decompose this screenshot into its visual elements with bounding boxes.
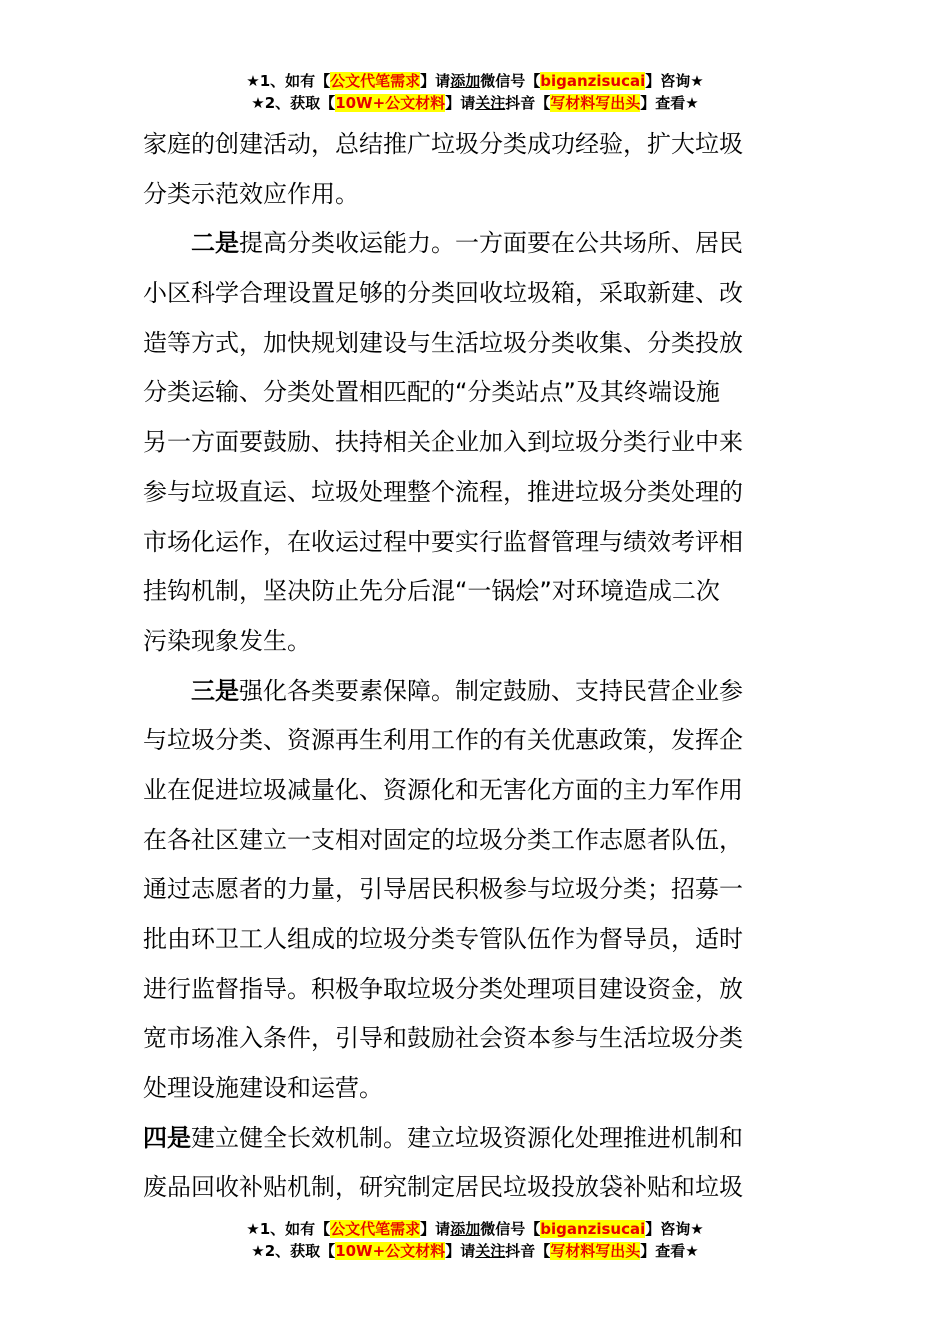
banner-highlight: 公文代笔需求 (330, 1220, 421, 1238)
banner-highlight: 10W+公文材料 (335, 1242, 446, 1260)
body-line: 挂钩机制，坚决防止先分后混“一锅烩”对环境造成二次 (143, 577, 720, 606)
document-body (143, 120, 808, 1213)
body-line: 造等方式，加快规划建设与生活垃圾分类收集、分类投放 (143, 328, 743, 357)
banner-underline: 关注 (475, 94, 506, 112)
paragraph-lead: 四是 (143, 1123, 191, 1152)
banner-highlight: 公文代笔需求 (330, 72, 421, 90)
banner-highlight: 10W+公文材料 (335, 94, 446, 112)
banner-underline: 关注 (475, 1242, 506, 1260)
banner-line-2 (0, 1240, 950, 1262)
body-line: 分类示范效应作用。 (143, 179, 359, 208)
body-line: 业在促进垃圾减量化、资源化和无害化方面的主力军作用 (143, 775, 743, 804)
paragraph-four-start (143, 1114, 808, 1164)
paragraph-two-start (143, 219, 808, 269)
banner-line-2 (0, 92, 950, 114)
body-line: 废品回收补贴机制，研究制定居民垃圾投放袋补贴和垃圾 (143, 1173, 743, 1202)
body-line: 参与垃圾直运、垃圾处理整个流程，推进垃圾分类处理的 (143, 477, 743, 506)
body-line: 分类运输、分类处置相匹配的“分类站点”及其终端设施 (143, 378, 720, 407)
banner-text: ★2、获取【 (251, 94, 336, 112)
body-line: 在各社区建立一支相对固定的垃圾分类工作志愿者队伍， (143, 825, 743, 854)
banner-text: 抖音【 (505, 1242, 551, 1260)
body-line: 宽市场准入条件，引导和鼓励社会资本参与生活垃圾分类 (143, 1024, 743, 1053)
banner-text: 】请 (420, 72, 451, 90)
banner-wechat-id: biganzisucai (540, 1220, 646, 1238)
body-line: 进行监督指导。积极争取垃圾分类处理项目建设资金，放 (143, 974, 743, 1003)
body-line: 污染现象发生。 (143, 626, 311, 655)
paragraph-lead: 三是 (191, 676, 239, 705)
banner-douyin-id: 写材料写出头 (550, 1242, 641, 1260)
body-text: 强化各类要素保障。制定鼓励、支持民营企业参 (239, 676, 743, 705)
body-line: 小区科学合理设置足够的分类回收垃圾箱，采取新建、改 (143, 279, 743, 308)
paragraph-three-start (143, 667, 808, 717)
banner-text: 微信号【 (480, 72, 541, 90)
banner-text: 】查看★ (640, 94, 699, 112)
banner-line-1 (0, 70, 950, 92)
banner-text: 】咨询★ (645, 1220, 704, 1238)
body-line: 通过志愿者的力量，引导居民积极参与垃圾分类；招募一 (143, 875, 743, 904)
banner-text: 微信号【 (480, 1220, 541, 1238)
banner-text: ★1、如有【 (246, 72, 331, 90)
body-line: 批由环卫工人组成的垃圾分类专管队伍作为督导员，适时 (143, 925, 743, 953)
banner-text: 】请 (445, 1242, 476, 1260)
body-line: 处理设施建设和运营。 (143, 1074, 383, 1103)
banner-douyin-id: 写材料写出头 (550, 94, 641, 112)
banner-underline: 添加 (450, 72, 481, 90)
banner-text: 】请 (420, 1220, 451, 1238)
banner-text: 】请 (445, 94, 476, 112)
banner-line-1 (0, 1218, 950, 1240)
banner-text: ★2、获取【 (251, 1242, 336, 1260)
body-text: 建立健全长效机制。建立垃圾资源化处理推进机制和 (191, 1123, 743, 1152)
paragraph-lead: 二是 (191, 229, 239, 258)
banner-wechat-id: biganzisucai (540, 72, 646, 90)
banner-text: ★1、如有【 (246, 1220, 331, 1238)
body-line: 与垃圾分类、资源再生利用工作的有关优惠政策，发挥企 (143, 726, 743, 755)
banner-text: 抖音【 (505, 94, 551, 112)
body-text: 提高分类收运能力。一方面要在公共场所、居民 (239, 229, 743, 258)
footer-banner (0, 1218, 950, 1262)
header-banner (0, 70, 950, 114)
banner-text: 】查看★ (640, 1242, 699, 1260)
body-line: 市场化运作，在收运过程中要实行监督管理与绩效考评相 (143, 527, 743, 556)
body-line: 家庭的创建活动，总结推广垃圾分类成功经验，扩大垃圾 (143, 130, 743, 158)
banner-underline: 添加 (450, 1220, 481, 1238)
banner-text: 】咨询★ (645, 72, 704, 90)
body-line: 另一方面要鼓励、扶持相关企业加入到垃圾分类行业中来 (143, 428, 743, 457)
